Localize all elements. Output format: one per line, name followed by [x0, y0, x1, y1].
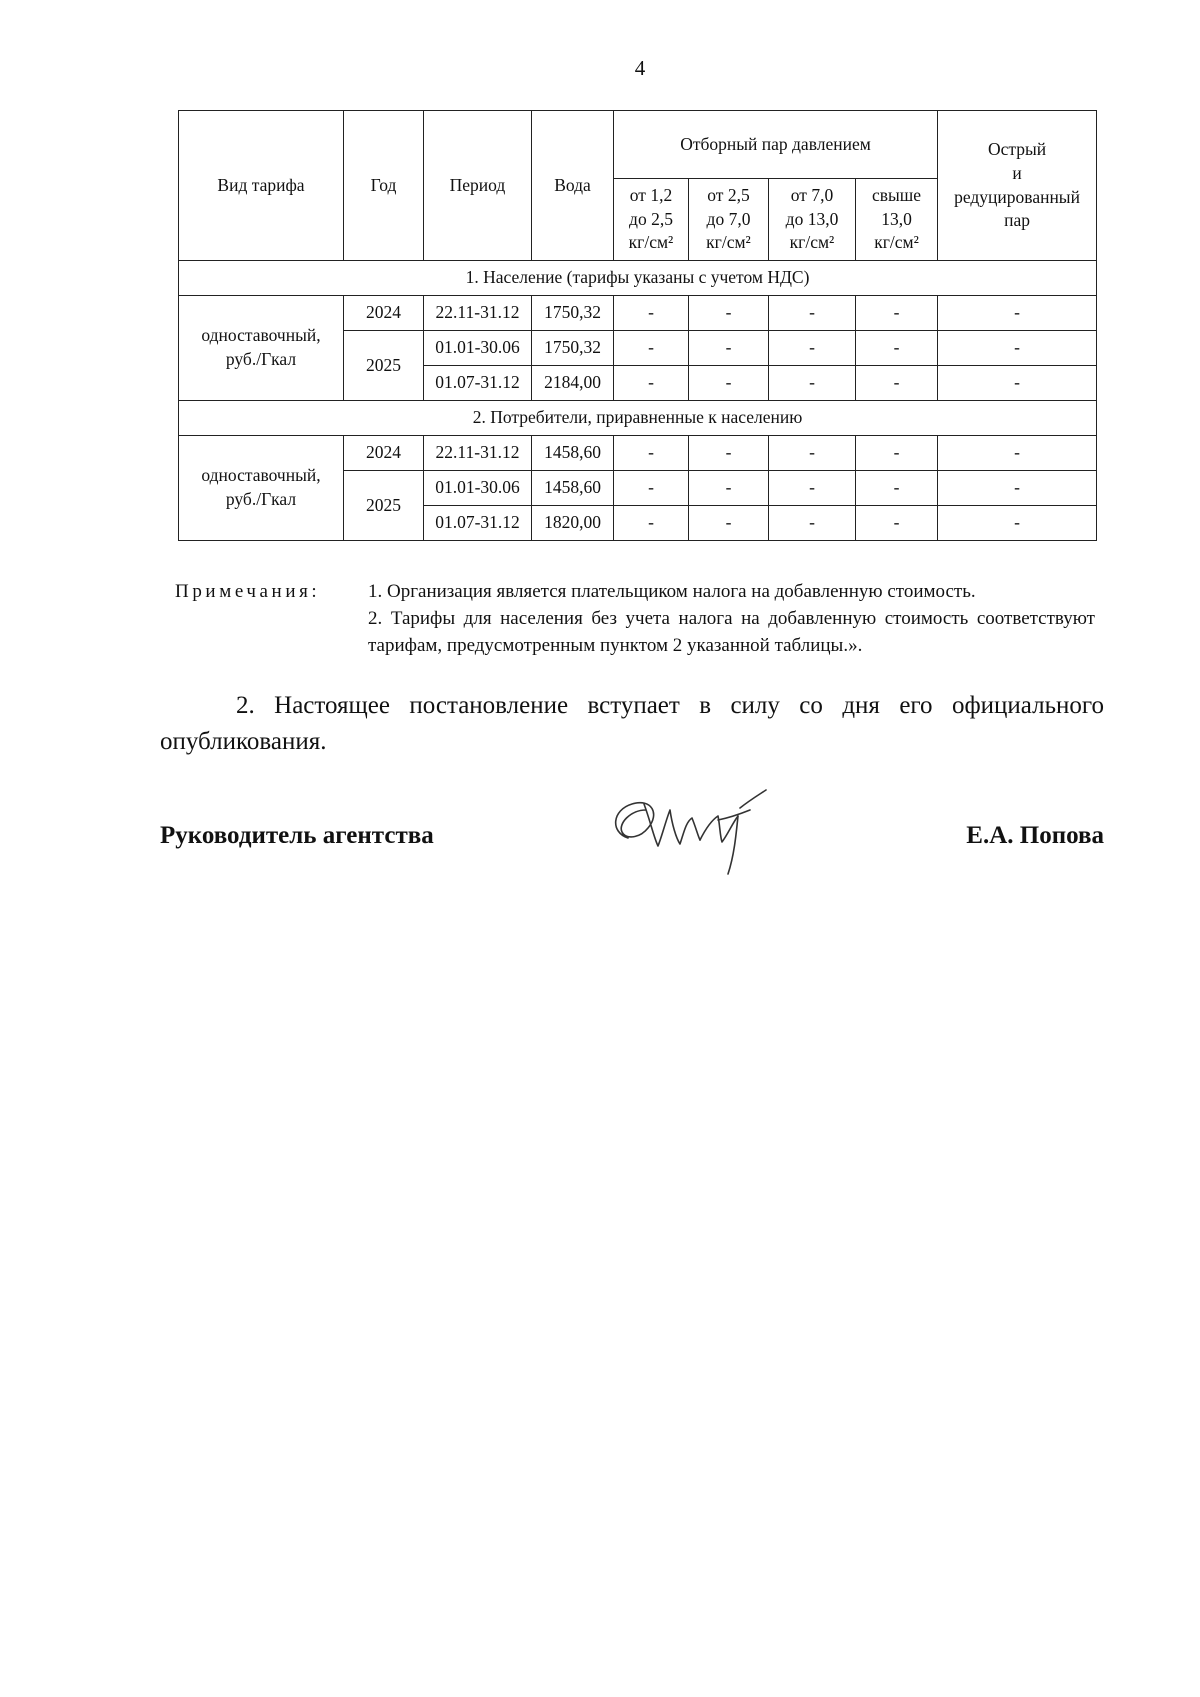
- pressure-3-cell: -: [769, 366, 856, 401]
- pressure-3-cell: -: [769, 506, 856, 541]
- pressure-1-cell: -: [614, 296, 689, 331]
- handwritten-signature: [600, 780, 780, 880]
- pressure-4-cell: -: [856, 296, 938, 331]
- water-cell: 1750,32: [532, 331, 614, 366]
- pressure-4-cell: -: [856, 331, 938, 366]
- pressure-2-cell: -: [689, 366, 769, 401]
- water-cell: 2184,00: [532, 366, 614, 401]
- notes-label: Примечания:: [175, 581, 321, 602]
- water-cell: 1820,00: [532, 506, 614, 541]
- note-item: 1. Организация является плательщиком налога на добавленную стоимость.: [368, 581, 976, 602]
- pressure-4-cell: -: [856, 471, 938, 506]
- pressure-1-cell: -: [614, 331, 689, 366]
- year-cell: 2024: [344, 296, 424, 331]
- pressure-1-cell: -: [614, 436, 689, 471]
- header-tariff-type: Вид тарифа: [179, 111, 344, 261]
- year-cell: 2024: [344, 436, 424, 471]
- period-cell: 22.11-31.12: [424, 296, 532, 331]
- pressure-4-cell: -: [856, 506, 938, 541]
- pressure-1-cell: -: [614, 471, 689, 506]
- header-pressure-1: от 1,2 до 2,5 кг/см²: [614, 179, 689, 261]
- period-cell: 01.01-30.06: [424, 471, 532, 506]
- period-cell: 22.11-31.12: [424, 436, 532, 471]
- sharp-steam-cell: -: [938, 506, 1097, 541]
- pressure-4-cell: -: [856, 366, 938, 401]
- pressure-1-cell: -: [614, 366, 689, 401]
- year-cell: 2025: [344, 471, 424, 541]
- section-title: 1. Население (тарифы указаны с учетом НДС): [179, 261, 1097, 296]
- water-cell: 1750,32: [532, 296, 614, 331]
- header-pressure-4: свыше 13,0 кг/см²: [856, 179, 938, 261]
- signatory-name: Е.А. Попова: [966, 822, 1104, 849]
- page-number: 4: [634, 56, 646, 80]
- period-cell: 01.07-31.12: [424, 506, 532, 541]
- header-pressure-3: от 7,0 до 13,0 кг/см²: [769, 179, 856, 261]
- notes-list: [368, 578, 1095, 659]
- sharp-steam-cell: -: [938, 296, 1097, 331]
- header-year: Год: [344, 111, 424, 261]
- pressure-1-cell: -: [614, 506, 689, 541]
- period-cell: 01.07-31.12: [424, 366, 532, 401]
- pressure-3-cell: -: [769, 331, 856, 366]
- water-cell: 1458,60: [532, 436, 614, 471]
- tariff-type-cell: одноставочный, руб./Гкал: [179, 436, 344, 541]
- pressure-3-cell: -: [769, 436, 856, 471]
- pressure-2-cell: -: [689, 296, 769, 331]
- pressure-4-cell: -: [856, 436, 938, 471]
- header-extraction-steam: Отборный пар давлением: [614, 111, 938, 179]
- sharp-steam-cell: -: [938, 436, 1097, 471]
- pressure-2-cell: -: [689, 471, 769, 506]
- header-sharp-steam: Острый и редуцированный пар: [938, 111, 1097, 261]
- header-pressure-2: от 2,5 до 7,0 кг/см²: [689, 179, 769, 261]
- tariff-table: [178, 110, 1097, 541]
- note-item: 2. Тарифы для населения без учета налога на добавленную стоимость соответствуют тарифам, предусмотренным пунктом 2 указанной таблицы.».: [368, 608, 1095, 656]
- tariff-type-cell: одноставочный, руб./Гкал: [179, 296, 344, 401]
- section-title: 2. Потребители, приравненные к населению: [179, 401, 1097, 436]
- header-period: Период: [424, 111, 532, 261]
- pressure-2-cell: -: [689, 331, 769, 366]
- sharp-steam-cell: -: [938, 471, 1097, 506]
- water-cell: 1458,60: [532, 471, 614, 506]
- signatory-position: Руководитель агентства: [160, 822, 434, 849]
- pressure-2-cell: -: [689, 506, 769, 541]
- pressure-3-cell: -: [769, 471, 856, 506]
- pressure-2-cell: -: [689, 436, 769, 471]
- sharp-steam-cell: -: [938, 331, 1097, 366]
- header-water: Вода: [532, 111, 614, 261]
- sharp-steam-cell: -: [938, 366, 1097, 401]
- effective-date-paragraph: 2. Настоящее постановление вступает в силу со дня его официального опубликования.: [160, 692, 1104, 755]
- period-cell: 01.01-30.06: [424, 331, 532, 366]
- pressure-3-cell: -: [769, 296, 856, 331]
- year-cell: 2025: [344, 331, 424, 401]
